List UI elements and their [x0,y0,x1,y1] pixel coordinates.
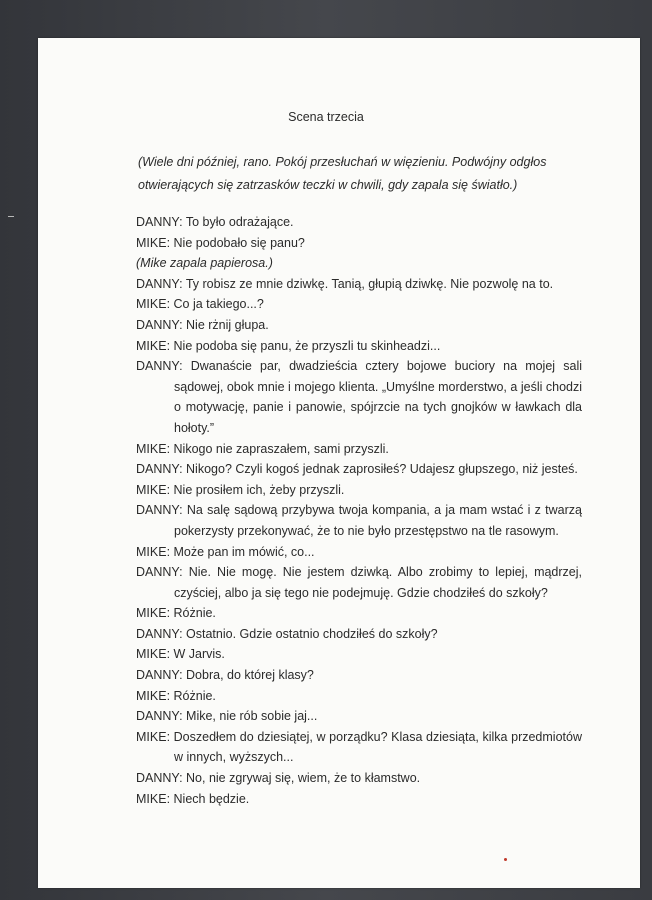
dialogue-line: MIKE: Niech będzie. [136,791,250,806]
speaker-name: DANNY [136,503,180,518]
scan-speck [8,216,14,217]
dialogue-line: DANNY: Dobra, do której klasy? [136,668,314,683]
dialogue-line: MIKE: Doszedłem do dziesiątej, w porządku? Klasa dziesiąta, kilka przedmiotów w innych, wyższych... [136,729,582,765]
dialogue-line: DANNY: Ty robisz ze mnie dziwkę. Tanią, głupią dziwkę. Nie pozwolę na to. [136,276,554,291]
line-text: Niech będzie. [173,791,250,806]
speaker-name: MIKE [136,688,167,703]
scene-title: Scena trzecia [288,110,364,124]
dialogue-line: DANNY: To było odrażające. [136,215,294,229]
dialogue-line: DANNY: Ostatnio. Gdzie ostatnio chodziłeś do szkoły? [136,626,438,641]
line-text: Różnie. [173,606,216,621]
speaker-name: DANNY [136,709,180,724]
speaker-name: DANNY [136,565,180,580]
dialogue-line: MIKE: Nie podobało się panu? [136,235,305,250]
line-text: Na salę sądową przybywa twoja kompania, a ja mam wstać i z twarzą pokerzysty przekonywać, że to nie było przestępstwo na tle rasowym. [174,503,582,538]
line-text: Nie podobało się panu? [173,235,305,250]
line-text: Ty robisz ze mnie dziwkę. Tanią, głupią dziwkę. Nie pozwolę na to. [185,276,554,291]
line-text: To było odrażające. [185,215,294,229]
line-text: Różnie. [173,688,216,703]
dialogue-line: MIKE: Różnie. [136,606,216,621]
speaker-name: DANNY [136,359,180,374]
line-text: Nie podoba się panu, że przyszli tu skinheadzi... [173,338,441,353]
dialogue-line: MIKE: Nie podoba się panu, że przyszli tu skinheadzi... [136,338,441,353]
stage-direction-text: (Wiele dni później, rano. Pokój przesłuchań w więzieniu. Podwójny odgłos otwierających się zatrzasków teczki w chwili, gdy zapala się światło.) [138,155,547,192]
speaker-name: DANNY [136,317,180,332]
line-text: Może pan im mówić, co... [173,544,315,559]
speaker-name: DANNY [136,668,180,683]
line-text: Mike, nie rób sobie jaj... [186,709,318,724]
speaker-name: MIKE [136,235,167,250]
speaker-name: DANNY [136,626,180,641]
dialogue-line: DANNY: No, nie zgrywaj się, wiem, że to kłamstwo. [136,771,421,786]
line-text: Nie. Nie mogę. Nie jestem dziwką. Albo zrobimy to lepiej, mądrzej, czyściej, albo ja się tego nie podejmuję. Gdzie chodziłeś do szkoły? [174,565,583,600]
dialogue-line: DANNY: Nie rżnij głupa. [136,317,269,332]
speaker-name: MIKE [136,297,167,312]
line-text: Nikogo? Czyli kogoś jednak zaprosiłeś? Udajesz głupszego, niż jesteś. [186,462,578,477]
dialogue-line: DANNY: Mike, nie rób sobie jaj... [136,709,318,724]
dialogue-line: DANNY: Nie. Nie mogę. Nie jestem dziwką. Albo zrobimy to lepiej, mądrzej, czyściej, albo ja się tego nie podejmuję. Gdzie chodziłeś do szkoły? [136,565,583,600]
line-text: Doszedłem do dziesiątej, w porządku? Klasa dziesiąta, kilka przedmiotów w innych, wyższych... [173,729,582,765]
line-text: Nie prosiłem ich, żeby przyszli. [173,482,345,497]
opening-stage-direction [138,151,558,197]
speaker-name: MIKE [136,647,167,662]
speaker-name: DANNY [136,215,180,229]
dialogue-list [136,212,582,809]
stray-ink-mark [504,858,507,861]
dialogue-line: MIKE: Różnie. [136,688,216,703]
speaker-name: MIKE [136,482,167,497]
stage-direction-line: (Mike zapala papierosa.) [136,256,273,271]
speaker-name: MIKE [136,441,167,456]
speaker-name: DANNY [136,771,180,786]
dialogue-line: DANNY: Na salę sądową przybywa twoja kompania, a ja mam wstać i z twarzą pokerzysty przekonywać, że to nie było przestępstwo na tle rasowym. [136,503,582,538]
line-text: No, nie zgrywaj się, wiem, że to kłamstwo. [186,771,421,786]
dialogue-line: DANNY: Dwanaście par, dwadzieścia cztery bojowe buciory na mojej sali sądowej, obok mnie i mojego klienta. „Umyślne morderstwo, a jeśli chodzi o motywację, panie i panowie, spójrzcie na tych gnojków w ławkach dla hołoty.” [136,359,582,435]
line-text: Dwanaście par, dwadzieścia cztery bojowe buciory na mojej sali sądowej, obok mnie i mojego klienta. „Umyślne morderstwo, a jeśli chodzi o motywację, panie i panowie, spójrzcie na tych gnojków w ławkach dla hołoty.” [174,359,582,435]
dialogue-line: MIKE: Nikogo nie zapraszałem, sami przyszli. [136,441,389,456]
dialogue-line: MIKE: Może pan im mówić, co... [136,544,315,559]
dialogue-line: MIKE: Co ja takiego...? [136,297,264,312]
line-text: Nie rżnij głupa. [186,317,269,332]
line-text: Nikogo nie zapraszałem, sami przyszli. [173,441,389,456]
speaker-name: DANNY [136,462,180,477]
dialogue-line: MIKE: W Jarvis. [136,647,225,662]
speaker-name: MIKE [136,606,167,621]
line-text: Dobra, do której klasy? [186,668,314,683]
line-text: W Jarvis. [173,647,225,662]
speaker-name: MIKE [136,791,167,806]
line-text: Co ja takiego...? [173,297,264,312]
dialogue-line: MIKE: Nie prosiłem ich, żeby przyszli. [136,482,345,497]
speaker-name: MIKE [136,729,167,744]
dialogue-line: DANNY: Nikogo? Czyli kogoś jednak zaprosiłeś? Udajesz głupszego, niż jesteś. [136,462,578,477]
speaker-name: MIKE [136,338,167,353]
line-text: Ostatnio. Gdzie ostatnio chodziłeś do szkoły? [186,626,438,641]
speaker-name: MIKE [136,544,167,559]
speaker-name: DANNY [136,276,180,291]
